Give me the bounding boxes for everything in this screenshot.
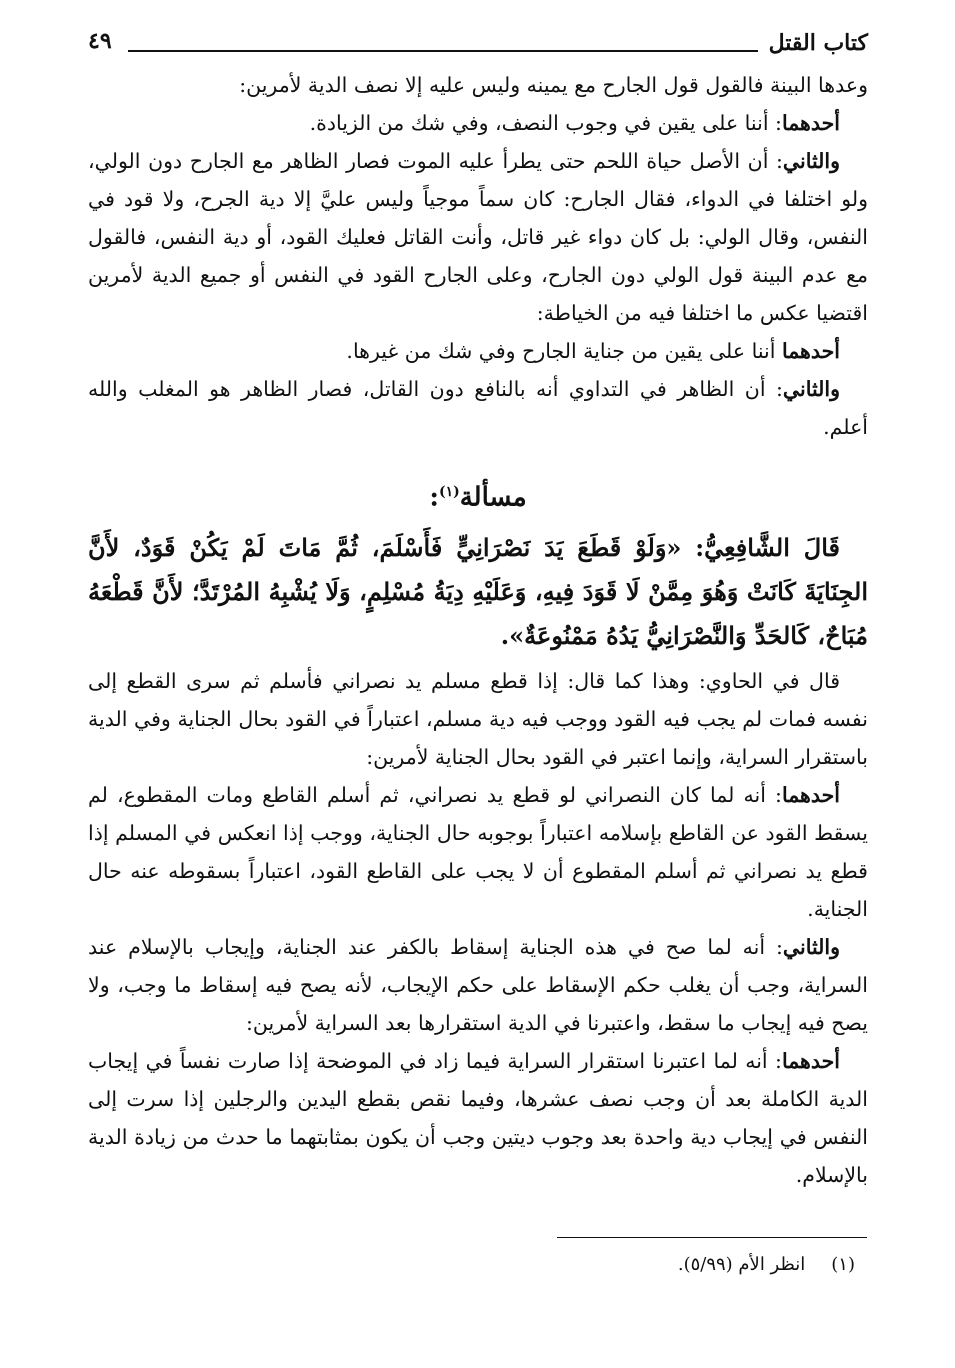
paragraph: قال في الحاوي: وهذا كما قال: إذا قطع مسلم يد نصراني فأسلم ثم سرى القطع إلى نفسه فمات لم يجب فيه القود ووجب فيه دية مسلم، اعتباراً في القود بحال الجناية وفي الدية باستقرار السراية، وإنما اعتبر في القود بحال الجناية لأمرين:	[88, 668, 868, 769]
paragraph: أحدهما: أنه لما كان النصراني لو قطع يد نصراني، ثم أسلم القاطع ومات المقطوع، لم يسقط القود عن القاطع بإسلامه اعتباراً بوجوبه حال الجناية، ووجب إذا انعكس في المسلم إذا قطع يد نصراني ثم أسلم المقطوع أن لا يجب على القاطع القود، اعتباراً بسقوطه عنه حال الجناية.	[88, 782, 868, 921]
paragraph: أحدهما أننا على يقين من جناية الجارح وفي شك من غيرها.	[346, 339, 840, 363]
footnote	[678, 1252, 855, 1278]
page-number: ٤٩	[88, 28, 112, 54]
body-text-top	[88, 66, 868, 446]
footnote-number: (١)	[831, 1254, 855, 1275]
paragraph: أحدهما: أننا على يقين في وجوب النصف، وفي شك من الزيادة.	[309, 111, 840, 135]
section-title-suffix: :	[429, 482, 439, 513]
paragraph: والثاني: أن الظاهر في التداوي أنه بالنافع دون القاتل، فصار الظاهر هو المغلب والله أعلم.	[88, 377, 868, 439]
footnote-text: انظر الأم (٥/٩٩).	[677, 1254, 806, 1275]
footnote-rule	[557, 1237, 867, 1238]
section-heading	[88, 474, 868, 516]
header-rule	[128, 50, 758, 52]
page-header	[88, 26, 868, 66]
body-text-bottom	[88, 662, 868, 1194]
running-title: كتاب القتل	[768, 30, 868, 56]
paragraph: والثاني: أنه لما صح في هذه الجناية إسقاط بالكفر عند الجناية، وإيجاب بالإسلام عند السراية، وجب أن يغلب حكم الإسقاط على حكم الإيجاب، لأنه يصح فيه إسقاط ما وجب، ولا يصح فيه إيجاب ما سقط، واعتبرنا في الدية استقرارها بعد السراية لأمرين:	[88, 934, 868, 1035]
shafii-quote: قَالَ الشَّافِعِيُّ: «وَلَوْ قَطَعَ يَدَ نَصْرَانِيٍّ فَأَسْلَمَ، ثُمَّ مَاتَ لَمْ يَكُنْ قَوَدٌ، لأَنَّ الجِنَايَةَ كَانَتْ وَهُوَ مِمَّنْ لَا قَوَدَ فِيهِ، وَعَلَيْهِ دِيَةُ مُسْلِمٍ، وَلَا يُشْبِهُ المُرْتَدَّ؛ لأَنَّ قَطْعَهُ مُبَاحٌ، كَالحَدِّ وَالنَّصْرَانِيُّ يَدُهُ مَمْنُوعَةٌ».	[88, 532, 869, 650]
paragraph: والثاني: أن الأصل حياة اللحم حتى يطرأ عليه الموت فصار الظاهر مع الجارح دون الولي، ولو اختلفا في الدواء، فقال الجارح: كان سماً موجياً وليس عليَّ إلا دية الجرح، ولا قود في النفس، وقال الولي: بل كان دواء غير قاتل، وأنت القاتل فعليك القود، أو دية النفس، فالقول مع عدم البينة قول الولي دون الجارح، وعلى الجارح القود في النفس أو جميع الدية لأمرين اقتضيا عكس ما اختلفا فيه من الخياطة:	[88, 149, 868, 325]
page	[88, 26, 868, 1194]
paragraph: أحدهما: أنه لما اعتبرنا استقرار السراية فيما زاد في الموضحة إذا صارت نفساً في إيجاب الدية الكاملة بعد أن وجب نصف عشرها، وفيما نقص بقطع اليدين والرجلين إذا سرت إلى النفس في إيجاب دية واحدة بعد وجوب ديتين وجب أن يكون بمثابتهما ما حدث من زيادة الدية بالإسلام.	[88, 1048, 868, 1187]
section-title: مسألة	[459, 482, 527, 513]
footnote-reference: (١)	[438, 484, 460, 500]
paragraph: وعدها البينة فالقول قول الجارح مع يمينه وليس عليه إلا نصف الدية لأمرين:	[239, 73, 868, 97]
